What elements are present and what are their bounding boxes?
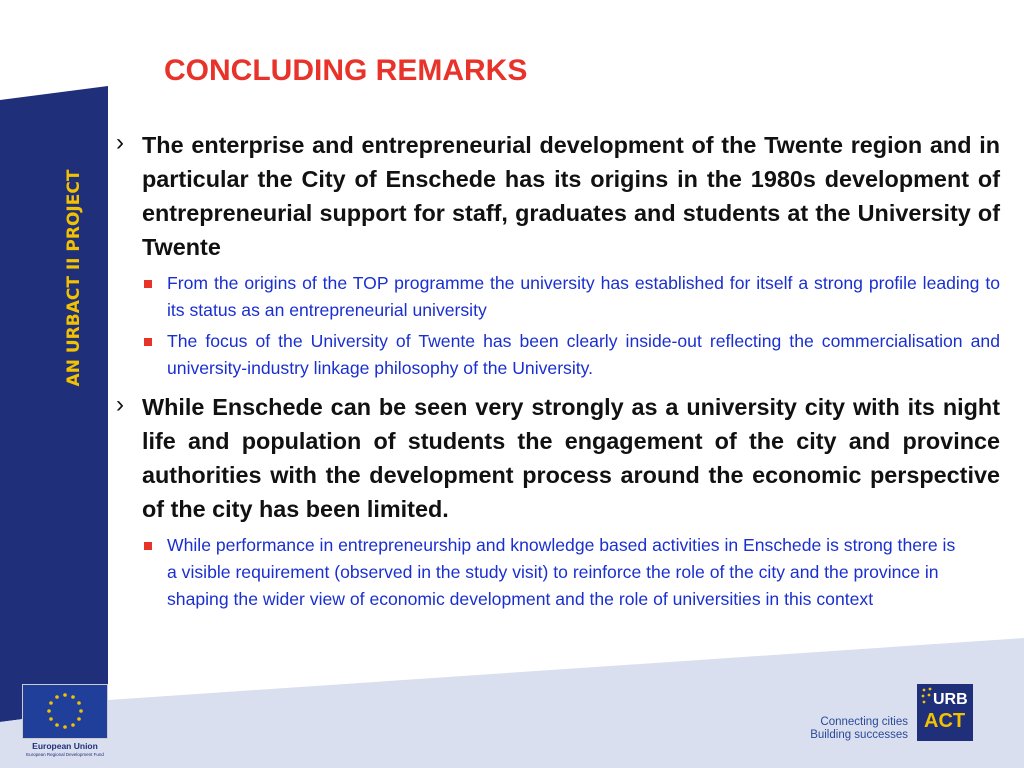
bullet-2-text: While Enschede can be seen very strongly as a university city with its night life and population of students the engagement of the city and province authorities with the development process around the economic perspective of the city has been limited.: [142, 394, 1000, 522]
eu-sublabel: European Regional Development Fund: [26, 752, 104, 757]
eu-label: European Union: [32, 741, 98, 751]
eu-logo: [20, 684, 112, 762]
slide-content: [112, 128, 1000, 613]
square-bullet-icon: [144, 542, 152, 550]
tagline: [808, 716, 908, 742]
bullet-1-sub-1: [112, 270, 1000, 324]
bullet-2-sub-1-text: While performance in entrepreneurship and knowledge based activities in Enschede is strong there is a visible requirement (observed in the study visit) to reinforce the role of the city and the province in shaping the wider view of economic development and the role of universities in this context: [167, 535, 956, 609]
urbact-logo-line-2: ACT: [924, 710, 966, 732]
urbact-logo: [917, 684, 973, 741]
square-bullet-icon: [144, 280, 152, 288]
bullet-1-text: The enterprise and entrepreneurial development of the Twente region and in particular the City of Enschede has its origins in the 1980s development of entrepreneurial support for staff, graduates and students at the University of Twente: [142, 132, 1000, 260]
bullet-1-sub-2: [112, 328, 1000, 382]
chevron-right-icon: ›: [116, 391, 124, 418]
tagline-line-1: Connecting cities: [820, 716, 908, 728]
chevron-right-icon: ›: [116, 129, 124, 156]
sidebar-project-title: AN URBACT II PROJECT: [64, 169, 84, 387]
bullet-1: [112, 128, 1000, 264]
bullet-1-sub-2-text: The focus of the University of Twente has been clearly inside-out reflecting the commercialisation and university-industry linkage philosophy of the University.: [167, 331, 1000, 378]
bullet-2-sub-1: [112, 532, 957, 613]
eu-flag-icon: [22, 684, 108, 739]
tagline-line-2: Building successes: [810, 729, 908, 741]
slide-title: CONCLUDING REMARKS: [164, 54, 528, 87]
urbact-logo-line-1: URB: [933, 691, 968, 708]
bullet-2: [112, 390, 1000, 526]
bullet-1-sub-1-text: From the origins of the TOP programme the university has established for itself a strong profile leading to its status as an entrepreneurial university: [167, 273, 1000, 320]
square-bullet-icon: [144, 338, 152, 346]
